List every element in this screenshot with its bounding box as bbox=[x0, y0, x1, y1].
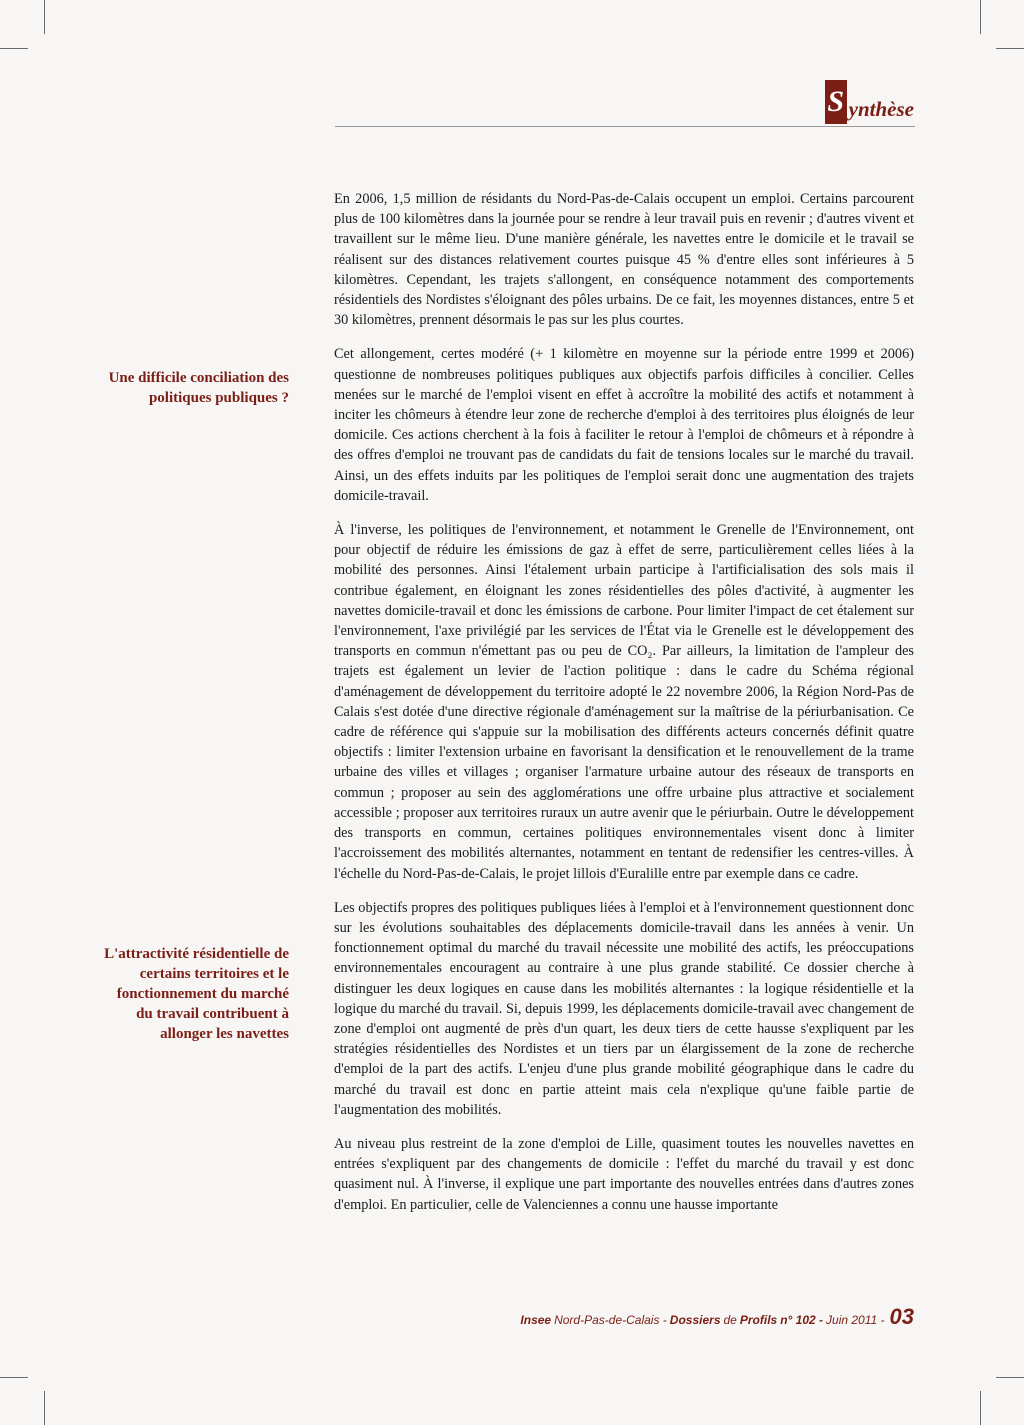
page-footer bbox=[520, 1304, 914, 1330]
crop-mark bbox=[996, 48, 1024, 49]
crop-mark bbox=[980, 0, 981, 34]
body-paragraph: Cet allongement, certes modéré (+ 1 kilomètre en moyenne sur la période entre 1999 et 2006) questionne de nombreuses politiques publiques aux objectifs parfois difficiles à concilier. Celles menées sur le marché de l'emploi visent en effet à accroître la mobilité des actifs et notamment à inciter les chômeurs à étendre leur zone de recherche d'emploi à des territoires plus éloignés de leur domicile. Ces actions cherchent à la fois à faciliter le retour à l'emploi de chômeurs et à répondre à des offres d'emploi ne trouvant pas de candidats du fait de tensions locales sur le marché du travail. Ainsi, un des effets induits par les politiques de l'emploi serait donc une augmentation des trajets domicile-travail. bbox=[334, 346, 914, 504]
footer-profils: Profils bbox=[739, 1313, 778, 1327]
section-header bbox=[825, 80, 914, 124]
body-column bbox=[334, 189, 914, 1229]
body-paragraph: Les objectifs propres des politiques publiques liées à l'emploi et à l'environnement questionnent donc sur les évolutions souhaitables des déplacements domicile-travail dans les années à venir. Un fonctionnement optimal du marché du travail nécessite une mobilité des actifs, les préoccupations environnementales encouragent au contraire à une plus grande stabilité. Ce dossier cherche à distinguer les deux logiques en cause dans les mobilités alternantes : la logique résidentielle et la logique du marché du travail. Si, depuis 1999, les déplacements domicile-travail avec changement de zone d'emploi ont augmenté de près d'un quart, les deux tiers de cette hausse s'expliquent par les stratégies résidentielles des Nordistes et un tiers par un élargissement de la zone de recherche d'emploi de la part des actifs. L'enjeu d'une plus grande mobilité géographique dans le cadre du marché du travail est donc en partie atteint mais cela n'explique qu'une faible partie de l'augmentation des mobilités. bbox=[334, 899, 914, 1118]
side-heading-attractivite: L'attractivité résidentielle de certains territoires et le fonctionnement du marché du travail contribuent à allonger les navettes bbox=[104, 946, 289, 1042]
crop-mark bbox=[0, 48, 28, 49]
section-title: ynthèse bbox=[848, 97, 914, 121]
footer-region: Nord-Pas-de-Calais - bbox=[554, 1313, 667, 1327]
body-paragraph: À l'inverse, les politiques de l'environnement, et notamment le Grenelle de l'Environnement, ont pour objectif de réduire les émissions de gaz à effet de serre, particulièrement celles liées à la mobilité des personnes. Ainsi l'étalement urbain participe à l'artificialisation des sols mais il contribue également, en éloignant les zones résidentielles des pôles d'activité, à augmenter les navettes domicile-travail et donc les émissions de carbone. Pour limiter l'impact de cet étalement sur l'environnement, l'axe privilégié par les services de l'État via le Grenelle est le développement des transports en commun n'émettant pas ou peu de CO₂. Par ailleurs, la limitation de l'ampleur des trajets est également un levier de l'action politique : dans le cadre du Schéma régional d'aménagement de développement du territoire adopté le 22 novembre 2006, la Région Nord-Pas de Calais s'est dotée d'une directive régionale d'aménagement sur la maîtrise de la périurbanisation. Ce cadre de référence qui s'appuie sur la mobilisation des différents acteurs concernés définit quatre objectifs : limiter l'extension urbaine en favorisant la densification et le renouvellement de la trame urbaine des villes et villages ; organiser l'armature urbaine autour des réseaux de transports en commun ; proposer au sein des agglomérations une offre urbaine plus attractive et socialement accessible ; proposer aux territoires ruraux un autre avenir que le périurbain. Outre le développement des transports en commun, certaines politiques environnementales visent donc à limiter l'accroissement des mobilités alternantes, notamment en tentant de redensifier les centres-villes. À l'échelle du Nord-Pas-de-Calais, le projet lillois d'Euralille entre par exemple dans ce cadre. bbox=[334, 522, 914, 882]
footer-publisher: Insee bbox=[520, 1313, 552, 1327]
crop-mark bbox=[44, 0, 45, 34]
crop-mark bbox=[44, 1391, 45, 1425]
body-paragraph: Au niveau plus restreint de la zone d'emploi de Lille, quasiment toutes les nouvelles navettes en entrées s'expliquent par des changements de domicile : l'effet du marché du travail y est donc quasiment nul. À l'inverse, il explique une part importante des nouvelles entrées dans d'autres zones d'emploi. En particulier, celle de Valenciennes a connu une hausse importante bbox=[334, 1135, 914, 1213]
page-number: 03 bbox=[889, 1304, 914, 1329]
crop-mark bbox=[0, 1377, 28, 1378]
footer-issue: n° 102 - bbox=[780, 1313, 824, 1327]
footer-series: Dossiers bbox=[669, 1313, 721, 1327]
section-initial: S bbox=[825, 80, 847, 124]
body-paragraph: En 2006, 1,5 million de résidants du Nord-Pas-de-Calais occupent un emploi. Certains parcourent plus de 100 kilomètres dans la journée pour se rendre à leur travail puis en revenir ; d'autres vivent et travaillent sur le même lieu. D'une manière générale, les navettes entre le domicile et le travail se réalisent sur des distances relativement courtes puisque 45 % d'entre elles sont inférieures à 5 kilomètres. Cependant, les trajets s'allongent, en conséquence notamment des comportements résidentiels des Nordistes s'éloignant des pôles urbains. De ce fait, les moyennes distances, entre 5 et 30 kilomètres, prennent désormais le pas sur les plus courtes. bbox=[334, 191, 914, 329]
crop-mark bbox=[980, 1391, 981, 1425]
crop-mark bbox=[996, 1377, 1024, 1378]
footer-de: de bbox=[723, 1313, 737, 1327]
footer-date: Juin 2011 - bbox=[826, 1313, 885, 1327]
side-heading-conciliation: Une difficile conciliation des politiques publiques ? bbox=[108, 370, 289, 406]
header-divider bbox=[335, 126, 915, 127]
